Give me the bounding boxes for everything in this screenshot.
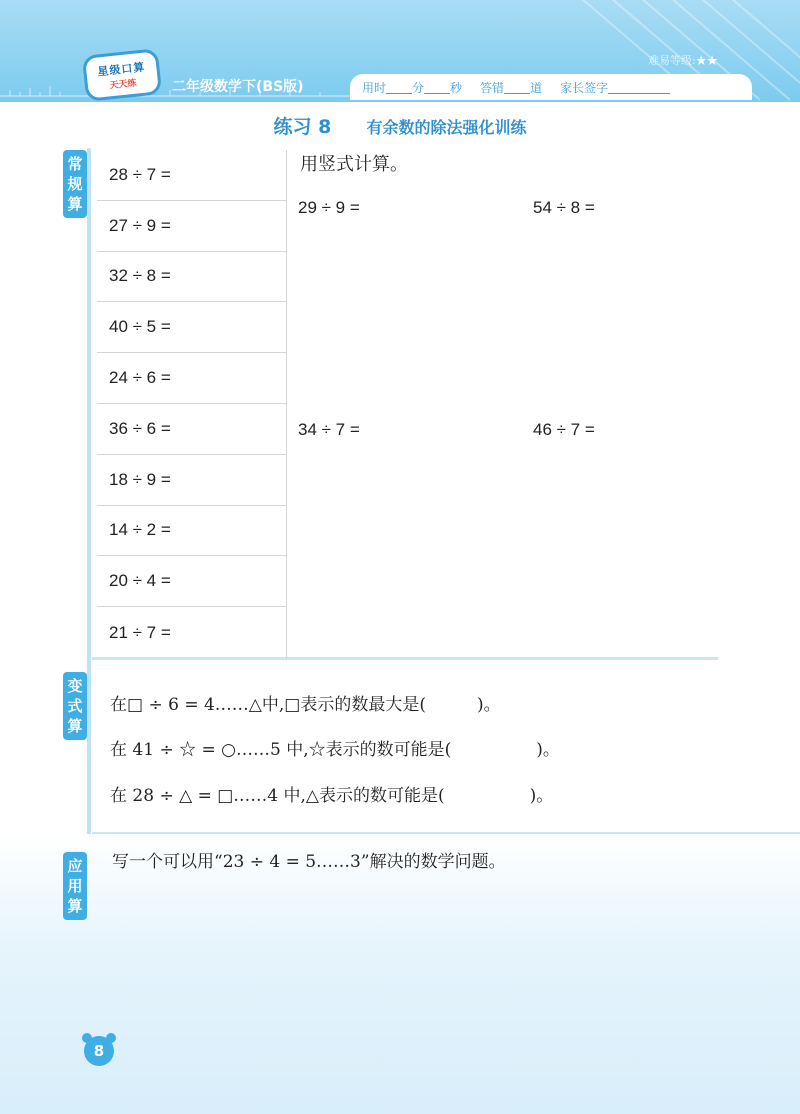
routine-question: 27 ÷ 9 = [97,201,286,252]
section-label-routine: 常规算 [63,150,87,218]
routine-question-list [97,150,287,658]
logo-line2: 天天练 [109,78,137,91]
routine-question: 18 ÷ 9 = [97,455,286,506]
exercise-name: 有余数的除法强化训练 [366,118,527,137]
exercise-title [0,112,800,139]
book-title: 二年级数学下(BS版) [172,79,304,95]
logo-line1: 星级口算 [96,60,146,79]
application-question: 写一个可以用“23 ÷ 4 = 5……3”解决的数学问题。 [112,852,506,872]
difficulty-stars: ★★ [695,54,718,67]
vertical-question: 34 ÷ 7 = [298,420,360,439]
seconds-blank[interactable] [424,80,450,94]
vertical-question: 46 ÷ 7 = [533,420,595,439]
section-label-application: 应用算 [63,852,87,920]
vertical-question: 54 ÷ 8 = [533,198,595,217]
difficulty-label: 难易等级: [648,54,696,67]
parent-sign-label: 家长签字 [560,80,609,95]
time-record-bar [350,74,752,100]
wrong-label: 答错 [480,80,505,95]
variant-question: 在□ ÷ 6 = 4……△中,□表示的数最大是( )。 [110,695,501,715]
routine-question: 14 ÷ 2 = [97,506,286,557]
routine-question: 32 ÷ 8 = [97,252,286,303]
variant-question: 在 41 ÷ ☆ = ○……5 中,☆表示的数可能是( )。 [110,740,560,760]
routine-question: 21 ÷ 7 = [109,622,171,642]
minutes-label: 分 [412,80,425,95]
wrong-count-blank[interactable] [504,80,530,94]
vertical-calc-instruction: 用竖式计算。 [300,154,408,175]
minutes-blank[interactable] [386,80,412,94]
exercise-number: 练习 8 [273,116,332,138]
routine-question: 20 ÷ 4 = [97,556,286,607]
variant-question: 在 28 ÷ △ = □……4 中,△表示的数可能是( )。 [110,786,554,806]
parent-sign-blank[interactable] [608,80,670,94]
routine-question: 24 ÷ 6 = [97,353,286,404]
section-label-variant: 变式算 [63,672,87,740]
time-used-label: 用时 [362,80,387,95]
routine-question: 40 ÷ 5 = [97,302,286,353]
series-logo [82,48,162,102]
wrong-unit: 道 [530,80,543,95]
application-section [0,834,800,1114]
vertical-question: 29 ÷ 9 = [298,198,360,217]
seconds-label: 秒 [450,80,463,95]
difficulty-rating [648,52,718,68]
routine-question: 28 ÷ 7 = [97,150,286,201]
routine-question: 36 ÷ 6 = [97,404,286,455]
page-number: 8 [84,1036,114,1066]
